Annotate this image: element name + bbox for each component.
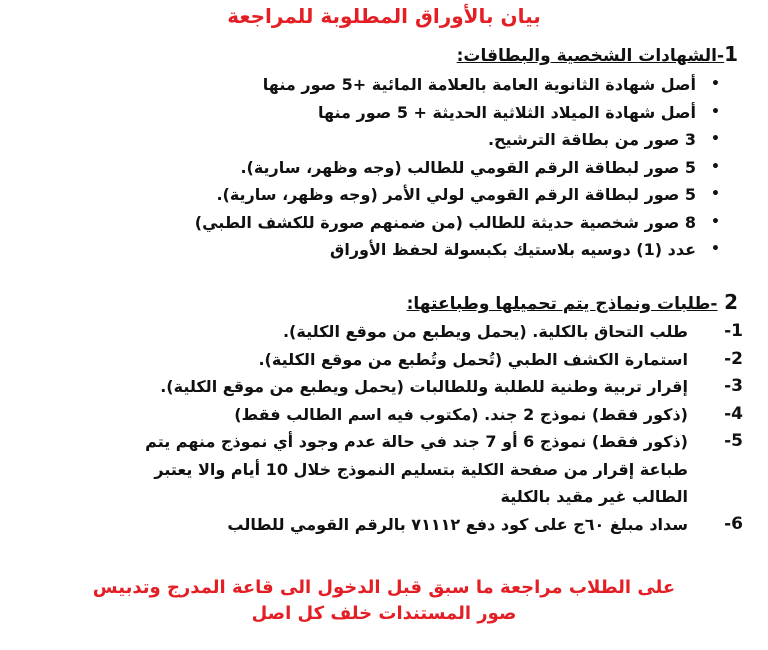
notice-line: على الطلاب مراجعة ما سبق قبل الدخول الى قاعة المدرج وتدبيس — [92, 577, 676, 598]
list-item: • عدد (1) دوسيه بلاستيك بكبسولة لحفظ الأوراق — [195, 236, 696, 264]
list-item — [48, 428, 743, 511]
list-item: • أصل شهادة الميلاد الثلاثية الحديثة + 5 صور منها — [195, 99, 696, 127]
section-2-heading — [407, 290, 738, 314]
list-item — [48, 346, 743, 374]
bullet-icon: • — [711, 186, 720, 202]
item-number: -1 — [724, 321, 743, 341]
item-text: استمارة الكشف الطبي (تُحمل وتُطبع من موقع الكلية). — [258, 349, 688, 369]
notice — [0, 575, 768, 627]
section-1-number: 1 — [724, 42, 738, 66]
bullet-icon: • — [711, 103, 720, 120]
item-text-line: (ذكور فقط) نموذج 6 أو 7 جند في حالة عدم وجود أي نموذج منهم يتم — [145, 432, 688, 451]
item-number: -6 — [724, 513, 743, 534]
item-number: -2 — [724, 348, 743, 369]
list-item: • 3 صور من بطاقة الترشيح. — [195, 126, 696, 154]
bullet-icon: • — [711, 241, 720, 257]
list-item: • 5 صور لبطاقة الرقم القومي للطالب (وجه وظهر، سارية). — [195, 154, 696, 182]
item-text-line: الطالب غير مقيد بالكلية — [500, 487, 688, 506]
item-number: -5 — [724, 431, 743, 451]
item-text: سداد مبلغ ٦٠ج على كود دفع ٧١١١٢ بالرقم القومي للطالب — [227, 514, 688, 534]
item-number: -4 — [724, 403, 743, 424]
list-item: • 5 صور لبطاقة الرقم القومي لولي الأمر (وجه وظهر، سارية). — [195, 181, 696, 209]
list-item: • 8 صور شخصية حديثة للطالب (من ضمنهم صورة للكشف الطبي) — [195, 209, 696, 237]
list-item: • أصل شهادة الثانوية العامة بالعلامة المائية +5 صور منها — [195, 71, 696, 99]
bullet-icon: • — [711, 76, 720, 92]
section-2-heading-text: -طلبات ونماذج يتم تحميلها وطباعتها: — [406, 294, 718, 314]
notice-line: صور المستندات خلف كل اصل — [251, 603, 517, 624]
section-2-number: 2 — [724, 290, 738, 314]
item-text: إقرار تربية وطنية للطلبة وللطالبات (يحمل ويطبع من موقع الكلية). — [160, 377, 688, 396]
list-item — [48, 511, 743, 539]
item-number: -3 — [724, 376, 743, 396]
item-text: (ذكور فقط) نموذج 2 جند. (مكتوب فيه اسم الطالب فقط) — [234, 404, 688, 424]
list-item — [48, 401, 743, 429]
document-title: بيان بالأوراق المطلوبة للمراجعة — [227, 4, 541, 28]
bullet-icon: • — [711, 131, 720, 147]
item-text-line: طباعة إقرار من صفحة الكلية بتسليم النموذج خلال 10 أيام والا يعتبر — [154, 459, 688, 479]
item-text: طلب التحاق بالكلية. (يحمل ويطبع من موقع الكلية). — [282, 322, 688, 341]
section-1-list — [194, 71, 720, 264]
section-1-heading-text: -الشهادات الشخصية والبطاقات: — [456, 46, 725, 66]
list-item — [48, 373, 743, 401]
bullet-icon: • — [711, 158, 720, 175]
bullet-icon: • — [711, 213, 720, 230]
list-item — [48, 318, 743, 346]
section-2-list — [48, 318, 743, 538]
section-1-heading — [457, 42, 738, 66]
